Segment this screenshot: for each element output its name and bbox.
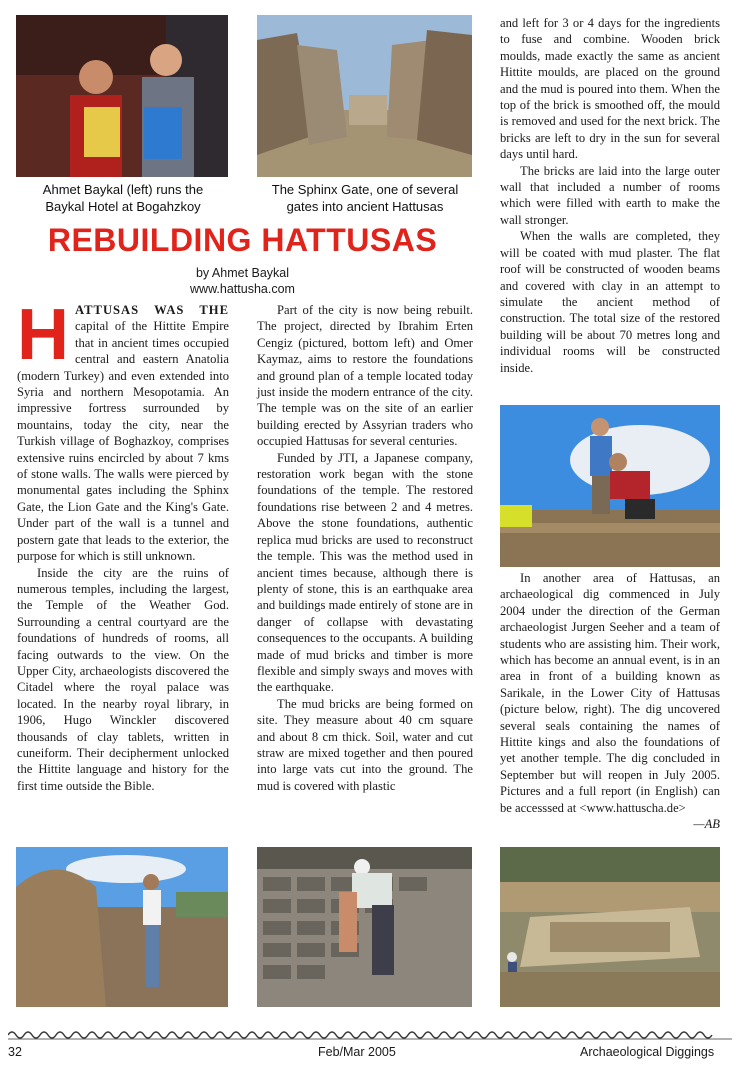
paragraph-funding: Funded by JTI, a Japanese company, restoration work began with the stone foundations of the temple. The restored foundations rise between 2 and 4 metres. Above the stone foundations, authentic replica mud bricks are used to reconstruct the temple. This was the method used in ancient times because, although there is plenty of stone, this is an earthquake area and buildings made entirely of stone are in danger of collapse with devastating consequences to the occupants. A building made of mud bricks and timber is more flexible and simply sways and moves with the earthquake. [257, 450, 473, 695]
dig-text: In another area of Hattusas, an archaeological dig commenced in July 2004 under the direction of the German archaeologist Jurgen Seeher and a team of students who are assisting him. Their work, which has become an annual event, is in an area in front of a building known as Sarikale, in the Lower City of Hattusas (picture below, right). The dig uncovered several seals containing the names of Hittite kings and also the foundations of yet another temple. The dig concluded in September but will reopen in July 2005. Pictures and a full report (in English) can be accesssed at <www.hattuscha.de> [500, 571, 720, 815]
decorative-border [8, 1027, 732, 1037]
lead-caps: ATTUSAS WAS THE [75, 303, 229, 317]
author-signature: —AB [693, 817, 720, 832]
dropcap-letter: H [17, 295, 69, 375]
photo-brick-making [257, 847, 472, 1007]
byline-author: by Ahmet Baykal [195, 266, 290, 280]
article-byline [0, 265, 485, 297]
caption-sphinx-gate: The Sphinx Gate, one of several gates into ancient Hattusas [271, 182, 459, 214]
article-column-1 [17, 295, 229, 794]
paragraph-walls: The bricks are laid into the large outer wall that included a number of rooms which were filled with earth to make the wall stronger. [500, 163, 720, 227]
paragraph-temples: Inside the city are the ruins of numerous temples, including the largest, the Temple of the Weather God. Surrounding a central courtyard are the foundations of hundreds of rooms, all facing outwards to the view. On the Upper City, archaeologists discovered the Citadel where the royal palace was located. In the nearby royal library, in 1906, Hugo Winckler discovered thousands of clay tablets, written in cuneiform. Their decipherment unlocked the Hittite language and history for the first time outside the Bible. [17, 565, 229, 793]
paragraph-dig [500, 570, 720, 832]
page-number: 32 [8, 1045, 22, 1059]
photo-workers-wall [500, 405, 720, 567]
photo-mudbrick-wall [16, 847, 228, 1007]
paragraph-bricks: The mud bricks are being formed on site. They measure about 40 cm square and about 8 cm thick. Soil, water and cut straw are mixed together and then poured into large vats cut into the ground. The mud is covered with plastic [257, 696, 473, 793]
article-column-3-top [500, 15, 720, 376]
photo-baykal-hotel [16, 15, 228, 177]
article-headline: REBUILDING HATTUSAS [47, 222, 438, 258]
caption-baykal-hotel: Ahmet Baykal (left) runs the Baykal Hotel at Bogahzkoy [42, 182, 204, 214]
article-column-2 [257, 302, 473, 794]
byline-website: www.hattusha.com [190, 282, 295, 296]
magazine-name: Archaeological Diggings [580, 1045, 715, 1059]
paragraph-intro [17, 295, 229, 565]
paragraph-roof: When the walls are completed, they will be coated with mud plaster. The flat roof will be constructed of wooden beams and covered with clay in an attempt to simulate the ancient method of construction. The total size of the restored building will be about 70 metres long and individual rooms will be constructed inside. [500, 229, 720, 375]
paragraph-rebuilt: Part of the city is now being rebuilt. The project, directed by Ibrahim Erten Cengiz (pictured, bottom left) and Omer Kaymaz, aims to restore the foundations and ground plan of a temple located today just inside the modern entrance of the city. The temple was on the site of an earlier building erected by Assyrian traders who occupied Hattusas for several centuries. [257, 303, 473, 449]
photo-sphinx-gate [257, 15, 472, 177]
paragraph-moulds: and left for 3 or 4 days for the ingredients to fuse and combine. Wooden brick moulds, made exactly the same as ancient Hittite moulds, are placed on the ground and the mud is poured into them. When the top of the brick is smoothed off, the mould is removed and used for the next brick. The bricks are left to dry in the sun for several days until hard. [500, 16, 720, 162]
photo-sarikale-dig [500, 847, 720, 1007]
intro-text: capital of the Hittite Empire that in ancient times occupied central and eastern Anatolia (modern Turkey) and even extended into Syria and northern Mesopotamia. An impressive fortress surrounded by mountains, today the city, near the Turkish village of Boghazkoy, comprises extensive ruins encircled by about 7 kms of stone walls. The walls were pierced by monumental gates including the Sphinx Gate, the Lion Gate and the King's Gate. Under part of the wall is a tunnel and postern gate that leads to the exterior, the purpose for which is still unknown. [17, 319, 229, 564]
article-column-3-bottom [500, 570, 720, 833]
issue-date: Feb/Mar 2005 [318, 1045, 396, 1059]
